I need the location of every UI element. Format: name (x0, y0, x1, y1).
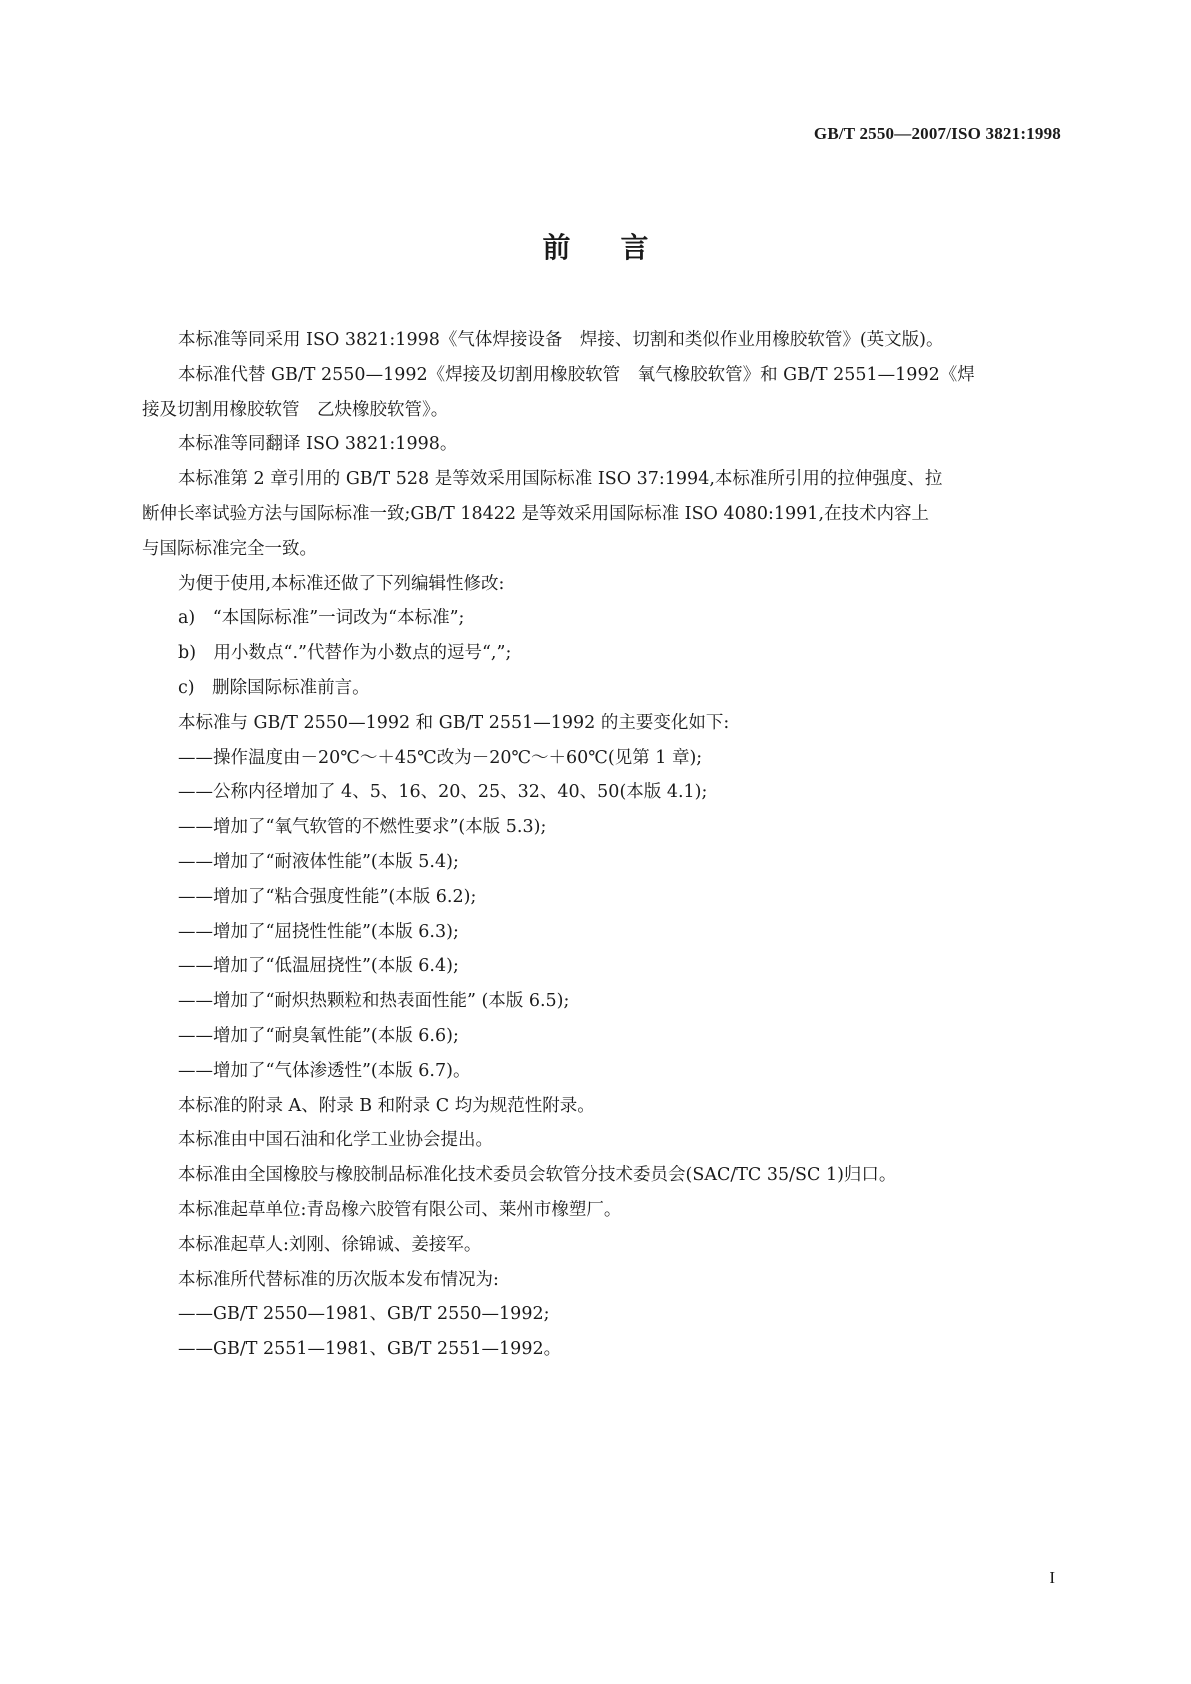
paragraph-references (142, 462, 1061, 566)
page-title: 前言 (542, 231, 699, 264)
paragraph-replaces (142, 358, 1061, 428)
list-item-change: ——增加了“耐液体性能”(本版 5.4); (178, 851, 459, 872)
list-item-change: ——操作温度由－20℃～＋45℃改为－20℃～＋60℃(见第 1 章); (178, 747, 703, 768)
list-item-change: ——增加了“气体渗透性”(本版 6.7)。 (178, 1060, 471, 1081)
paragraph-adoption: 本标准等同采用 ISO 3821:1998《气体焊接设备 焊接、切割和类似作业用橡胶软管》(英文版)。 (178, 330, 944, 350)
list-item-edit-b: b) 用小数点“.”代替作为小数点的逗号“,”; (178, 643, 512, 664)
list-item-edit-c: c) 删除国际标准前言。 (178, 677, 370, 698)
paragraph-changes-intro: 本标准与 GB/T 2550—1992 和 GB/T 2551—1992 的主要变化如下: (178, 712, 730, 733)
paragraph-history-intro: 本标准所代替标准的历次版本发布情况为: (178, 1269, 499, 1290)
paragraph-proposer: 本标准由中国石油和化学工业协会提出。 (178, 1130, 493, 1151)
paragraph-drafters: 本标准起草人:刘刚、徐锦诚、姜接军。 (178, 1234, 482, 1255)
list-item-change: ——增加了“低温屈挠性”(本版 6.4); (178, 956, 459, 977)
paragraph-edits-intro: 为便于使用,本标准还做了下列编辑性修改: (178, 573, 505, 594)
paragraph-line: 本标准代替 GB/T 2550—1992《焊接及切割用橡胶软管 氧气橡胶软管》和 GB/T 2551—1992《焊 (178, 364, 975, 385)
list-item-edit-a: a) “本国际标准”一词改为“本标准”; (178, 608, 465, 629)
paragraph-line: 与国际标准完全一致。 (142, 538, 317, 559)
page-number: I (1049, 1568, 1055, 1587)
list-item-history: ——GB/T 2551—1981、GB/T 2551—1992。 (178, 1339, 562, 1360)
paragraph-drafting-units: 本标准起草单位:青岛橡六胶管有限公司、莱州市橡塑厂。 (178, 1199, 622, 1220)
paragraph-line: 接及切割用橡胶软管 乙炔橡胶软管》。 (142, 399, 449, 420)
list-item-change: ——增加了“屈挠性性能”(本版 6.3); (178, 921, 459, 942)
foreword-body (142, 323, 1061, 1367)
standard-number-header: GB/T 2550—2007/ISO 3821:1998 (813, 124, 1061, 143)
list-item-change: ——增加了“氧气软管的不燃性要求”(本版 5.3); (178, 817, 547, 838)
paragraph-translation: 本标准等同翻译 ISO 3821:1998。 (178, 434, 458, 455)
list-item-change: ——增加了“耐臭氧性能”(本版 6.6); (178, 1025, 459, 1046)
list-item-history: ——GB/T 2550—1981、GB/T 2550—1992; (178, 1304, 550, 1325)
list-item-change: ——增加了“粘合强度性能”(本版 6.2); (178, 886, 477, 907)
paragraph-committee: 本标准由全国橡胶与橡胶制品标准化技术委员会软管分技术委员会(SAC/TC 35/SC 1)归口。 (178, 1165, 897, 1186)
paragraph-line: 断伸长率试验方法与国际标准一致;GB/T 18422 是等效采用国际标准 ISO 4080:1991,在技术内容上 (142, 503, 930, 524)
paragraph-line: 本标准第 2 章引用的 GB/T 528 是等效采用国际标准 ISO 37:1994,本标准所引用的拉伸强度、拉 (178, 469, 943, 490)
list-item-change: ——公称内径增加了 4、5、16、20、25、32、40、50(本版 4.1); (178, 782, 708, 803)
paragraph-annexes: 本标准的附录 A、附录 B 和附录 C 均为规范性附录。 (178, 1095, 595, 1116)
list-item-change: ——增加了“耐炽热颗粒和热表面性能” (本版 6.5); (178, 991, 570, 1012)
